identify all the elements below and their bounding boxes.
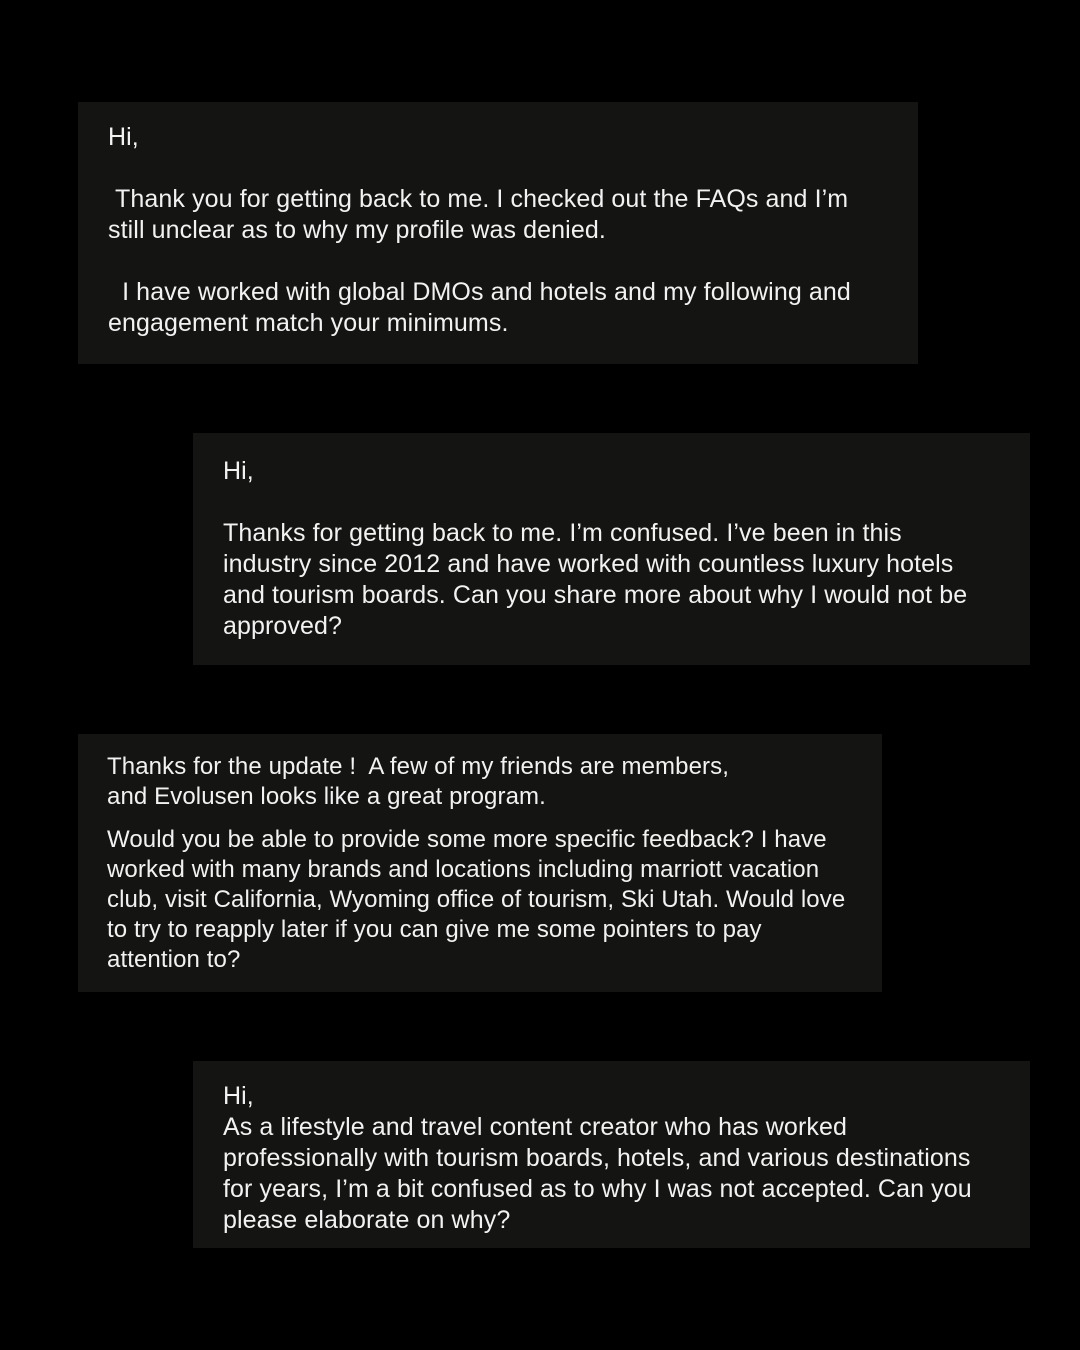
message-paragraph: I have worked with global DMOs and hotels and my following and engagement match your minimums. — [108, 278, 851, 337]
message-paragraph: Would you be able to provide some more specific feedback? I have worked with many brands and locations including marriott vacation club, visit California, Wyoming office of tourism, Ski Utah. Would love to try to reapply later if you can give me some pointers to pay attention to? — [107, 826, 846, 973]
paragraph-spacer — [108, 246, 888, 277]
message-bubble-3 — [78, 734, 882, 992]
paragraph-spacer — [107, 812, 853, 825]
paragraph-spacer — [108, 153, 888, 184]
message-paragraph: Thanks for getting back to me. I’m confused. I’ve been in this industry since 2012 and have worked with countless luxury hotels and tourism boards. Can you share more about why I would not be approved? — [223, 519, 968, 640]
message-bubble-4 — [193, 1061, 1030, 1248]
message-greeting: Hi, — [223, 1082, 254, 1110]
message-bubble-1 — [78, 102, 918, 364]
message-paragraph: Thanks for the update ! A few of my friends are members, and Evolusen looks like a great program. — [107, 753, 729, 810]
message-greeting: Hi, — [223, 457, 254, 485]
message-greeting: Hi, — [108, 123, 139, 151]
paragraph-spacer — [223, 487, 1000, 518]
message-paragraph: Thank you for getting back to me. I checked out the FAQs and I’m still unclear as to why my profile was denied. — [108, 185, 849, 244]
message-bubble-2 — [193, 433, 1030, 665]
message-paragraph: As a lifestyle and travel content creator who has worked professionally with tourism boards, hotels, and various destinations for years, I’m a bit confused as to why I was not accepted. Can you please elaborate on why? — [223, 1113, 972, 1234]
